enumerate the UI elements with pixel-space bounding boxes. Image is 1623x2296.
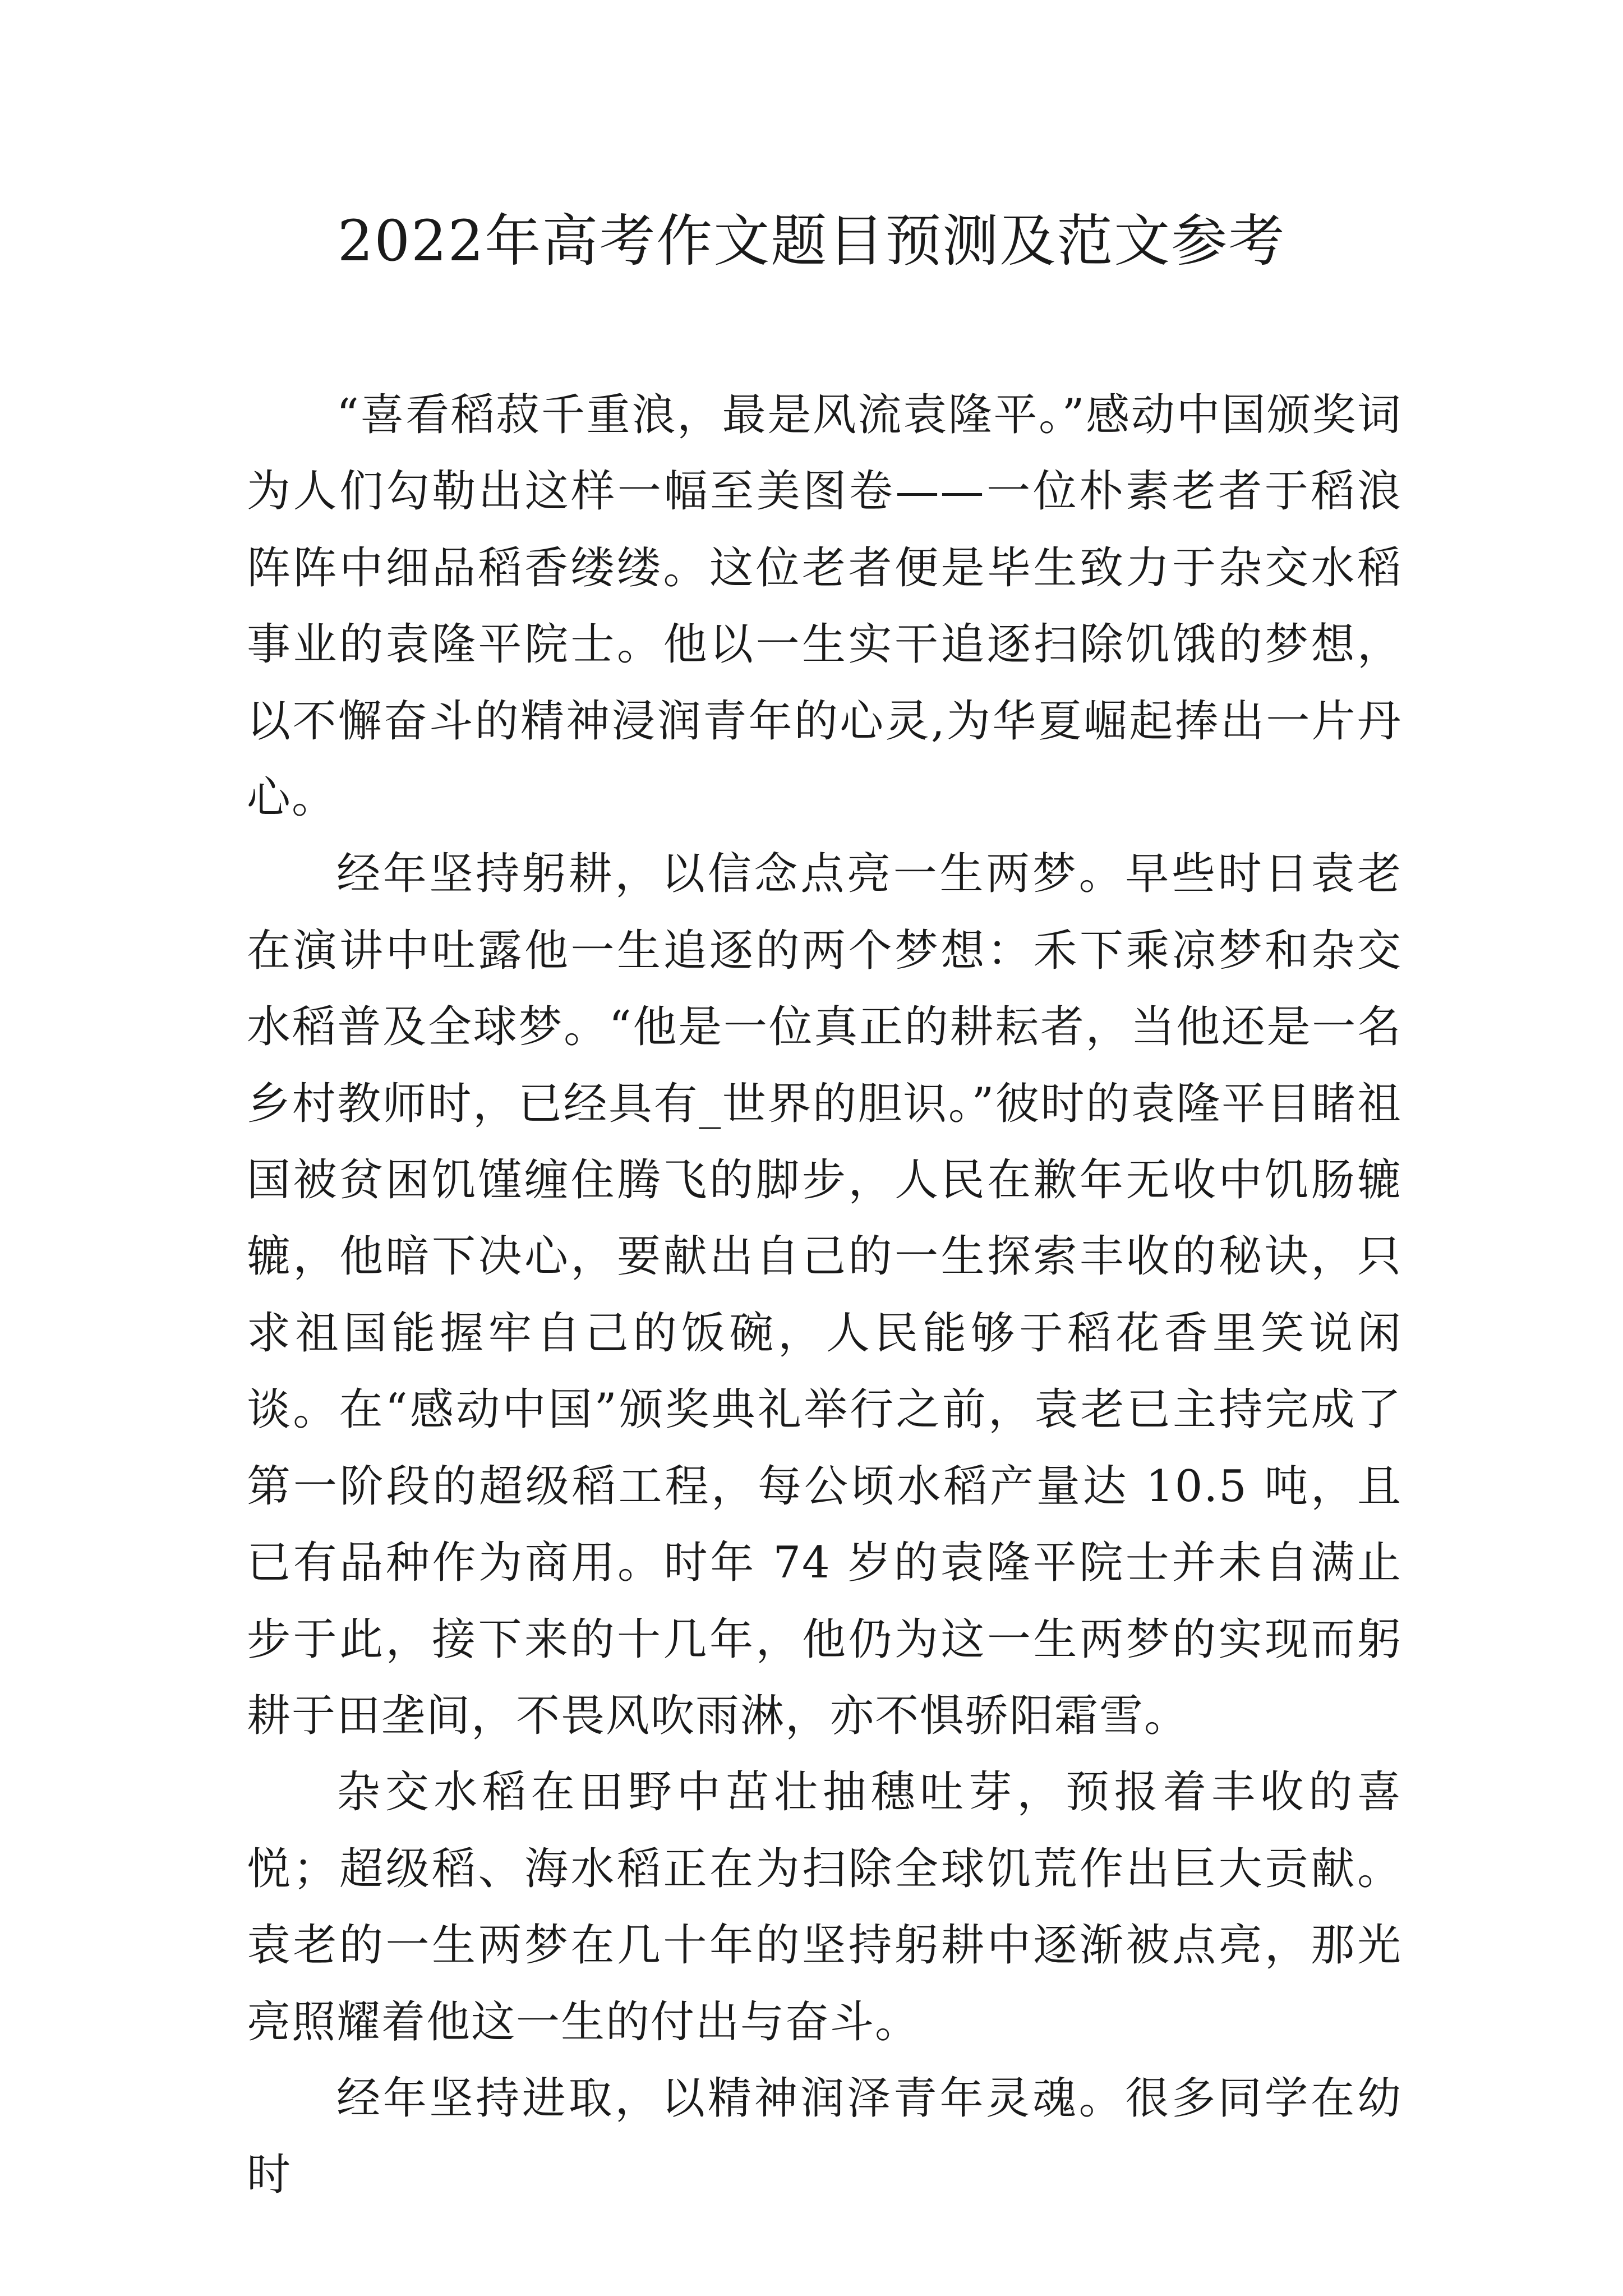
document-body (247, 377, 1402, 2214)
paragraph-1: “喜看稻菽千重浪，最是风流袁隆平。”感动中国颁奖词为人们勾勒出这样一幅至美图卷——一位朴素老者于稻浪阵阵中细品稻香缕缕。这位老者便是毕生致力于杂交水稻事业的袁隆平院士。他以一生实干追逐扫除饥饿的梦想，以不懈奋斗的精神浸润青年的心灵,为华夏崛起捧出一片丹心。 (247, 390, 1402, 823)
document-title: 2022年高考作文题目预测及范文参考 (337, 208, 1286, 274)
paragraph-4: 经年坚持进取，以精神润泽青年灵魂。很多同学在幼时 (247, 2073, 1402, 2201)
paragraph-3: 杂交水稻在田野中茁壮抽穗吐芽，预报着丰收的喜悦；超级稻、海水稻正在为扫除全球饥荒作出巨大贡献。袁老的一生两梦在几十年的坚持躬耕中逐渐被点亮，那光亮照耀着他这一生的付出与奋斗。 (247, 1767, 1402, 2047)
paragraph-2: 经年坚持躬耕，以信念点亮一生两梦。早些时日袁老在演讲中吐露他一生追逐的两个梦想：禾下乘凉梦和杂交水稻普及全球梦。“他是一位真正的耕耘者，当他还是一名乡村教师时，已经具有_世界的胆识。”彼时的袁隆平目睹祖国被贫困饥馑缠住腾飞的脚步，人民在歉年无收中饥肠辘辘，他暗下决心，要献出自己的一生探索丰收的秘诀，只求祖国能握牢自己的饭碗，人民能够于稻花香里笑说闲谈。在“感动中国”颁奖典礼举行之前，袁老已主持完成了第一阶段的超级稻工程，每公顷水稻产量达 10.5 吨，且已有品种作为商用。时年 74 岁的袁隆平院士并未自满止步于此，接下来的十几年，他仍为这一生两梦的实现而躬耕于田垄间，不畏风吹雨淋，亦不惧骄阳霜雪。 (247, 849, 1402, 1741)
